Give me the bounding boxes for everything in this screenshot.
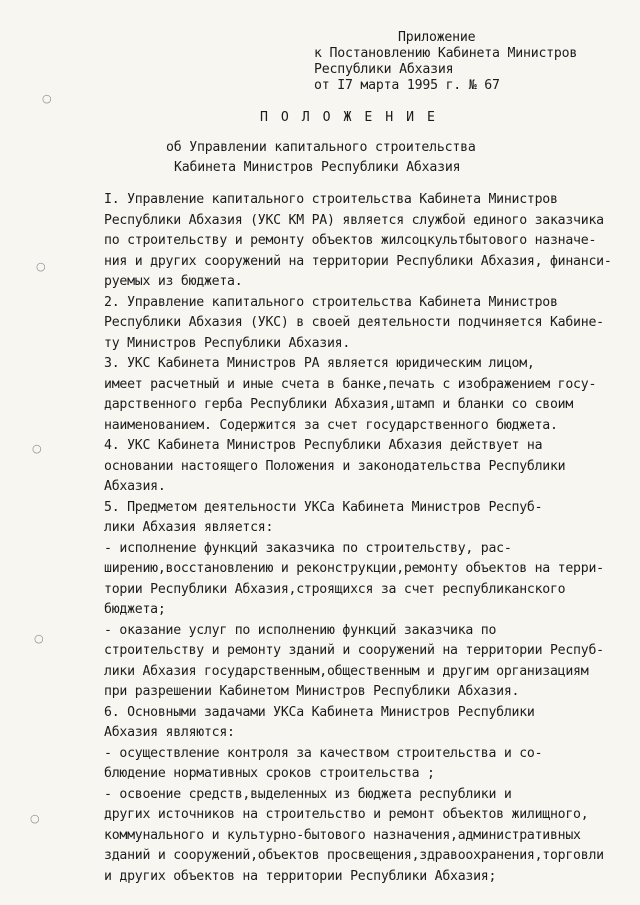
- body-line: строительству и ремонту зданий и сооружений на территории Респуб-: [104, 643, 604, 658]
- body-line: Республики Абхазия (УКС КМ РА) является службой единого заказчика: [104, 212, 604, 228]
- document-subtitle: [166, 138, 476, 178]
- body-line: - оказание услуг по исполнению функций заказчика по: [104, 622, 497, 638]
- margin-mark: ○: [32, 442, 42, 455]
- margin-mark: ○: [30, 812, 40, 825]
- body-line: ту Министров Республики Абхазия.: [104, 335, 351, 351]
- body-line: 3. УКС Кабинета Министров РА является юридическим лицом,: [104, 356, 535, 371]
- body-line: Абхазия.: [104, 479, 166, 494]
- margin-mark: ○: [36, 260, 46, 273]
- body-line: лики Абхазия является:: [104, 520, 274, 535]
- body-line: 4. УКС Кабинета Министров Республики Абхазия действует на: [104, 438, 543, 453]
- body-line: бюджета;: [104, 602, 166, 617]
- body-line: 5. Предметом деятельности УКСа Кабинета Министров Респуб-: [104, 499, 543, 515]
- appendix-label: Приложение: [398, 30, 476, 45]
- body-line: I. Управление капитального строительства Кабинета Министров: [104, 192, 558, 207]
- body-line: - осуществление контроля за качеством строительства и со-: [104, 745, 543, 761]
- margin-mark: ○: [34, 632, 44, 645]
- body-line: наименованием. Содержится за счет государственного бюджета.: [104, 417, 558, 433]
- body-line: зданий и сооружений,объектов просвещения,здравоохранения,торговли: [104, 848, 604, 863]
- body-line: тории Республики Абхазия,строящихся за счет республиканского: [104, 581, 566, 597]
- subtitle-line: об Управлении капитального строительства: [166, 140, 476, 155]
- body-line: лики Абхазия государственным,общественным и другим организациям: [104, 663, 589, 679]
- body-line: - освоение средств,выделенных из бюджета республики и: [104, 786, 512, 802]
- body-line: руемых из бюджета.: [104, 274, 243, 289]
- appendix-header: [314, 30, 577, 94]
- appendix-republic: Республики Абхазия: [314, 62, 454, 77]
- body-line: основании настоящего Положения и законодательства Республики: [104, 458, 566, 474]
- body-line: 2. Управление капитального строительства Кабинета Министров: [104, 294, 558, 310]
- appendix-reference: к Постановлению Кабинета Министров: [314, 46, 578, 61]
- body-line: дарственного герба Республики Абхазия,штамп и бланки со своим: [104, 397, 574, 412]
- subtitle-line: Кабинета Министров Республики Абхазия: [174, 160, 461, 175]
- body-line: имеет расчетный и иные счета в банке,печать с изображением госу-: [104, 376, 597, 392]
- body-line: коммунального и культурно-бытового назначения,административных: [104, 827, 581, 843]
- body-line: Абхазия являются:: [104, 725, 235, 740]
- document-title: П О Л О Ж Е Н И Е: [260, 110, 438, 125]
- body-line: Республики Абхазия (УКС) в своей деятельности подчиняется Кабине-: [104, 315, 604, 330]
- body-line: блюдение нормативных сроков строительства ;: [104, 766, 435, 781]
- body-line: других источников на строительство и ремонт объектов жилищного,: [104, 807, 589, 822]
- body-line: - исполнение функций заказчика по строительству, рас-: [104, 540, 512, 556]
- margin-mark: ○: [42, 92, 52, 105]
- body-line: 6. Основными задачами УКСа Кабинета Министров Республики: [104, 704, 535, 720]
- body-line: ния и других сооружений на территории Республики Абхазия, финанси-: [104, 253, 612, 269]
- body-line: ширению,восстановлению и реконструкции,ремонту объектов на терри-: [104, 561, 604, 576]
- appendix-date: от I7 марта 1995 г. № 67: [314, 78, 500, 93]
- document-body: [104, 190, 640, 887]
- body-line: по строительству и ремонту объектов жилсоцкультбытового назначе-: [104, 233, 597, 248]
- body-line: при разрешении Кабинетом Министров Республики Абхазия.: [104, 684, 520, 699]
- body-line: и других объектов на территории Республики Абхазия;: [104, 868, 497, 884]
